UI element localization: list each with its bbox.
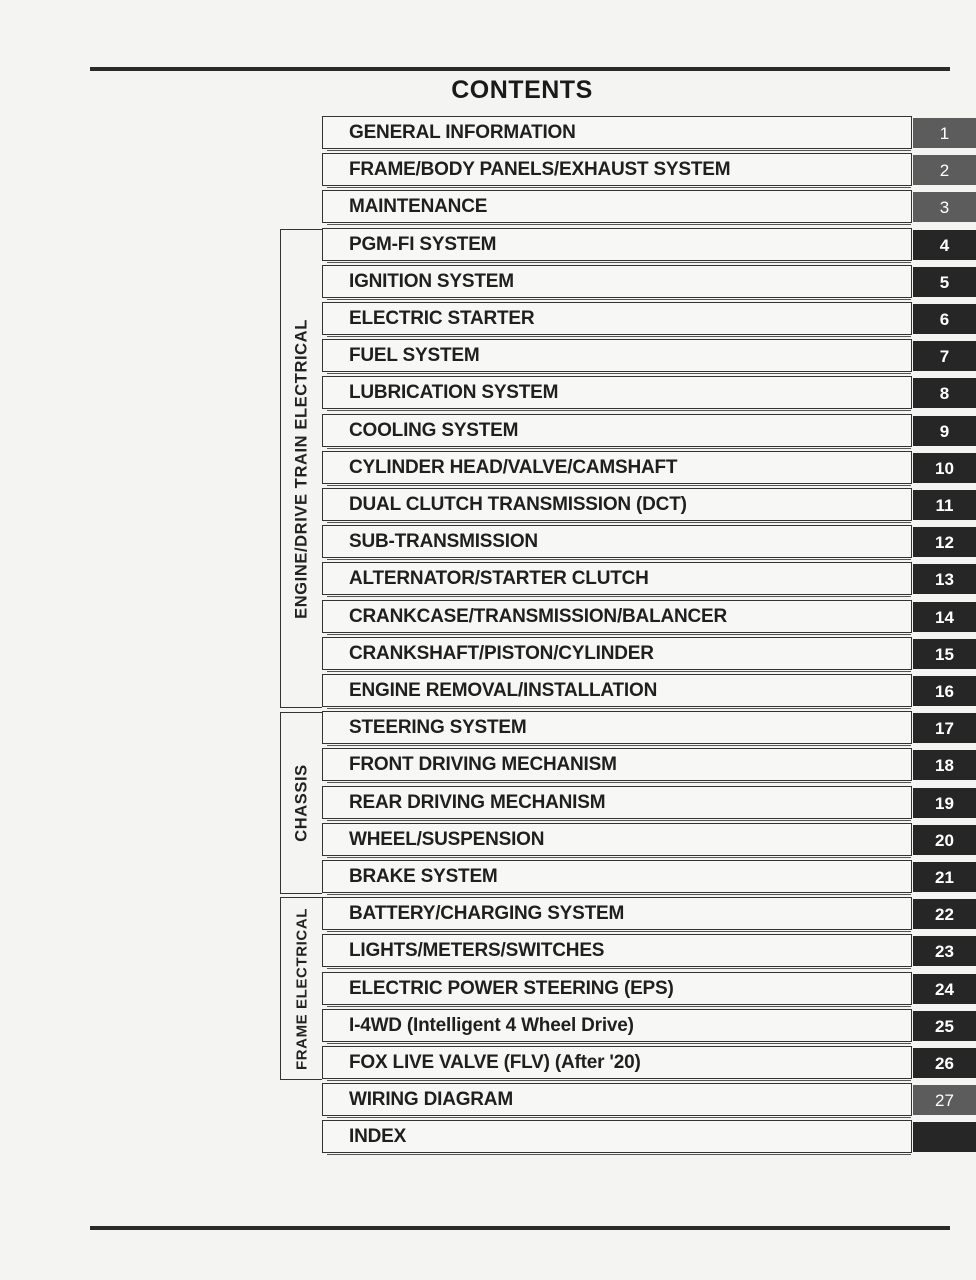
toc-entry[interactable]: [322, 934, 912, 967]
toc-entry-label: CYLINDER HEAD/VALVE/CAMSHAFT: [349, 457, 678, 478]
toc-entry-label: FRAME/BODY PANELS/EXHAUST SYSTEM: [349, 159, 731, 180]
section-tab[interactable]: 1: [913, 118, 976, 148]
section-tab[interactable]: 5: [913, 267, 976, 297]
toc-entry-label: WIRING DIAGRAM: [349, 1089, 513, 1110]
section-tab[interactable]: 21: [913, 862, 976, 892]
section-tab[interactable]: 10: [913, 453, 976, 483]
toc-entry[interactable]: [322, 228, 912, 261]
toc-entry[interactable]: [322, 1083, 912, 1116]
toc-entry[interactable]: [322, 302, 912, 335]
bottom-rule: [90, 1226, 950, 1230]
toc-entry-label: FRONT DRIVING MECHANISM: [349, 754, 617, 775]
toc-entry[interactable]: [322, 1046, 912, 1079]
section-tab[interactable]: 22: [913, 899, 976, 929]
toc-entry-label: FUEL SYSTEM: [349, 345, 480, 366]
toc-entry[interactable]: [322, 637, 912, 670]
toc-entry[interactable]: [322, 674, 912, 707]
toc-entry-label: BRAKE SYSTEM: [349, 866, 498, 887]
section-tab[interactable]: 2: [913, 155, 976, 185]
section-tab[interactable]: 17: [913, 713, 976, 743]
section-tab[interactable]: 27: [913, 1085, 976, 1115]
toc-entry[interactable]: [322, 190, 912, 223]
toc-entry[interactable]: [322, 562, 912, 595]
section-tab[interactable]: 3: [913, 192, 976, 222]
toc-entry-label: INDEX: [349, 1126, 407, 1147]
section-tab[interactable]: 24: [913, 974, 976, 1004]
toc-entry-label: I-4WD (Intelligent 4 Wheel Drive): [349, 1015, 634, 1036]
toc-entry-label: REAR DRIVING MECHANISM: [349, 792, 606, 813]
section-tab[interactable]: 25: [913, 1011, 976, 1041]
toc-entry[interactable]: [322, 860, 912, 893]
toc-entry[interactable]: [322, 748, 912, 781]
toc-entry-label: GENERAL INFORMATION: [349, 122, 576, 143]
toc-entry-label: PGM-FI SYSTEM: [349, 234, 497, 255]
top-rule: [90, 67, 950, 71]
section-tab[interactable]: 26: [913, 1048, 976, 1078]
section-tab[interactable]: 14: [913, 602, 976, 632]
toc-entry[interactable]: [322, 1120, 912, 1153]
section-tab[interactable]: 11: [913, 490, 976, 520]
toc-entry[interactable]: [322, 972, 912, 1005]
toc-entry-label: WHEEL/SUSPENSION: [349, 829, 545, 850]
toc-entry[interactable]: [322, 376, 912, 409]
toc-entry-label: ALTERNATOR/STARTER CLUTCH: [349, 568, 649, 589]
toc-entry[interactable]: [322, 451, 912, 484]
toc-entry-label: CRANKSHAFT/PISTON/CYLINDER: [349, 643, 654, 664]
section-tab[interactable]: [913, 1122, 976, 1152]
toc-entry-label: ENGINE REMOVAL/INSTALLATION: [349, 680, 658, 701]
toc-entry-label: BATTERY/CHARGING SYSTEM: [349, 903, 625, 924]
toc-entry[interactable]: [322, 525, 912, 558]
toc-entry-label: CRANKCASE/TRANSMISSION/BALANCER: [349, 606, 728, 627]
section-chassis: [280, 712, 322, 894]
section-tab[interactable]: 6: [913, 304, 976, 334]
toc-entry[interactable]: [322, 897, 912, 930]
section-tab[interactable]: 13: [913, 564, 976, 594]
toc-entry-label: SUB-TRANSMISSION: [349, 531, 538, 552]
section-tab[interactable]: 4: [913, 230, 976, 260]
toc-entry-label: LUBRICATION SYSTEM: [349, 382, 559, 403]
toc-entry[interactable]: [322, 116, 912, 149]
section-tab[interactable]: 16: [913, 676, 976, 706]
toc-entry[interactable]: [322, 339, 912, 372]
section-frame-electrical: [280, 897, 322, 1080]
section-label-frame-electrical: FRAME ELECTRICAL: [293, 907, 310, 1070]
section-tab[interactable]: 9: [913, 416, 976, 446]
toc-entry-label: COOLING SYSTEM: [349, 420, 519, 441]
toc-entry[interactable]: [322, 1009, 912, 1042]
page-title: CONTENTS: [451, 76, 593, 104]
toc-entry[interactable]: [322, 823, 912, 856]
toc-entry-label: STEERING SYSTEM: [349, 717, 527, 738]
toc-entry[interactable]: [322, 153, 912, 186]
section-tab[interactable]: 18: [913, 750, 976, 780]
section-label-engine: ENGINE/DRIVE TRAIN ELECTRICAL: [292, 318, 310, 619]
section-tab[interactable]: 19: [913, 788, 976, 818]
section-tab[interactable]: 15: [913, 639, 976, 669]
toc-entry-label: FOX LIVE VALVE (FLV) (After '20): [349, 1052, 641, 1073]
toc-entry-label: ELECTRIC STARTER: [349, 308, 535, 329]
section-tab[interactable]: 7: [913, 341, 976, 371]
toc-entry[interactable]: [322, 711, 912, 744]
toc-entry[interactable]: [322, 265, 912, 298]
toc-entry-label: IGNITION SYSTEM: [349, 271, 514, 292]
toc-entry-label: LIGHTS/METERS/SWITCHES: [349, 940, 605, 961]
toc-entry[interactable]: [322, 414, 912, 447]
section-engine-drive-train-electrical: [280, 229, 322, 708]
toc-entry[interactable]: [322, 786, 912, 819]
section-tab[interactable]: 8: [913, 378, 976, 408]
toc-entry[interactable]: [322, 488, 912, 521]
section-label-chassis: CHASSIS: [292, 764, 310, 842]
toc-entry[interactable]: [322, 600, 912, 633]
section-tab[interactable]: 20: [913, 825, 976, 855]
section-tab[interactable]: 23: [913, 936, 976, 966]
toc-entry-label: MAINTENANCE: [349, 196, 488, 217]
section-tab[interactable]: 12: [913, 527, 976, 557]
toc-entry-label: DUAL CLUTCH TRANSMISSION (DCT): [349, 494, 687, 515]
toc-entry-label: ELECTRIC POWER STEERING (EPS): [349, 978, 674, 999]
